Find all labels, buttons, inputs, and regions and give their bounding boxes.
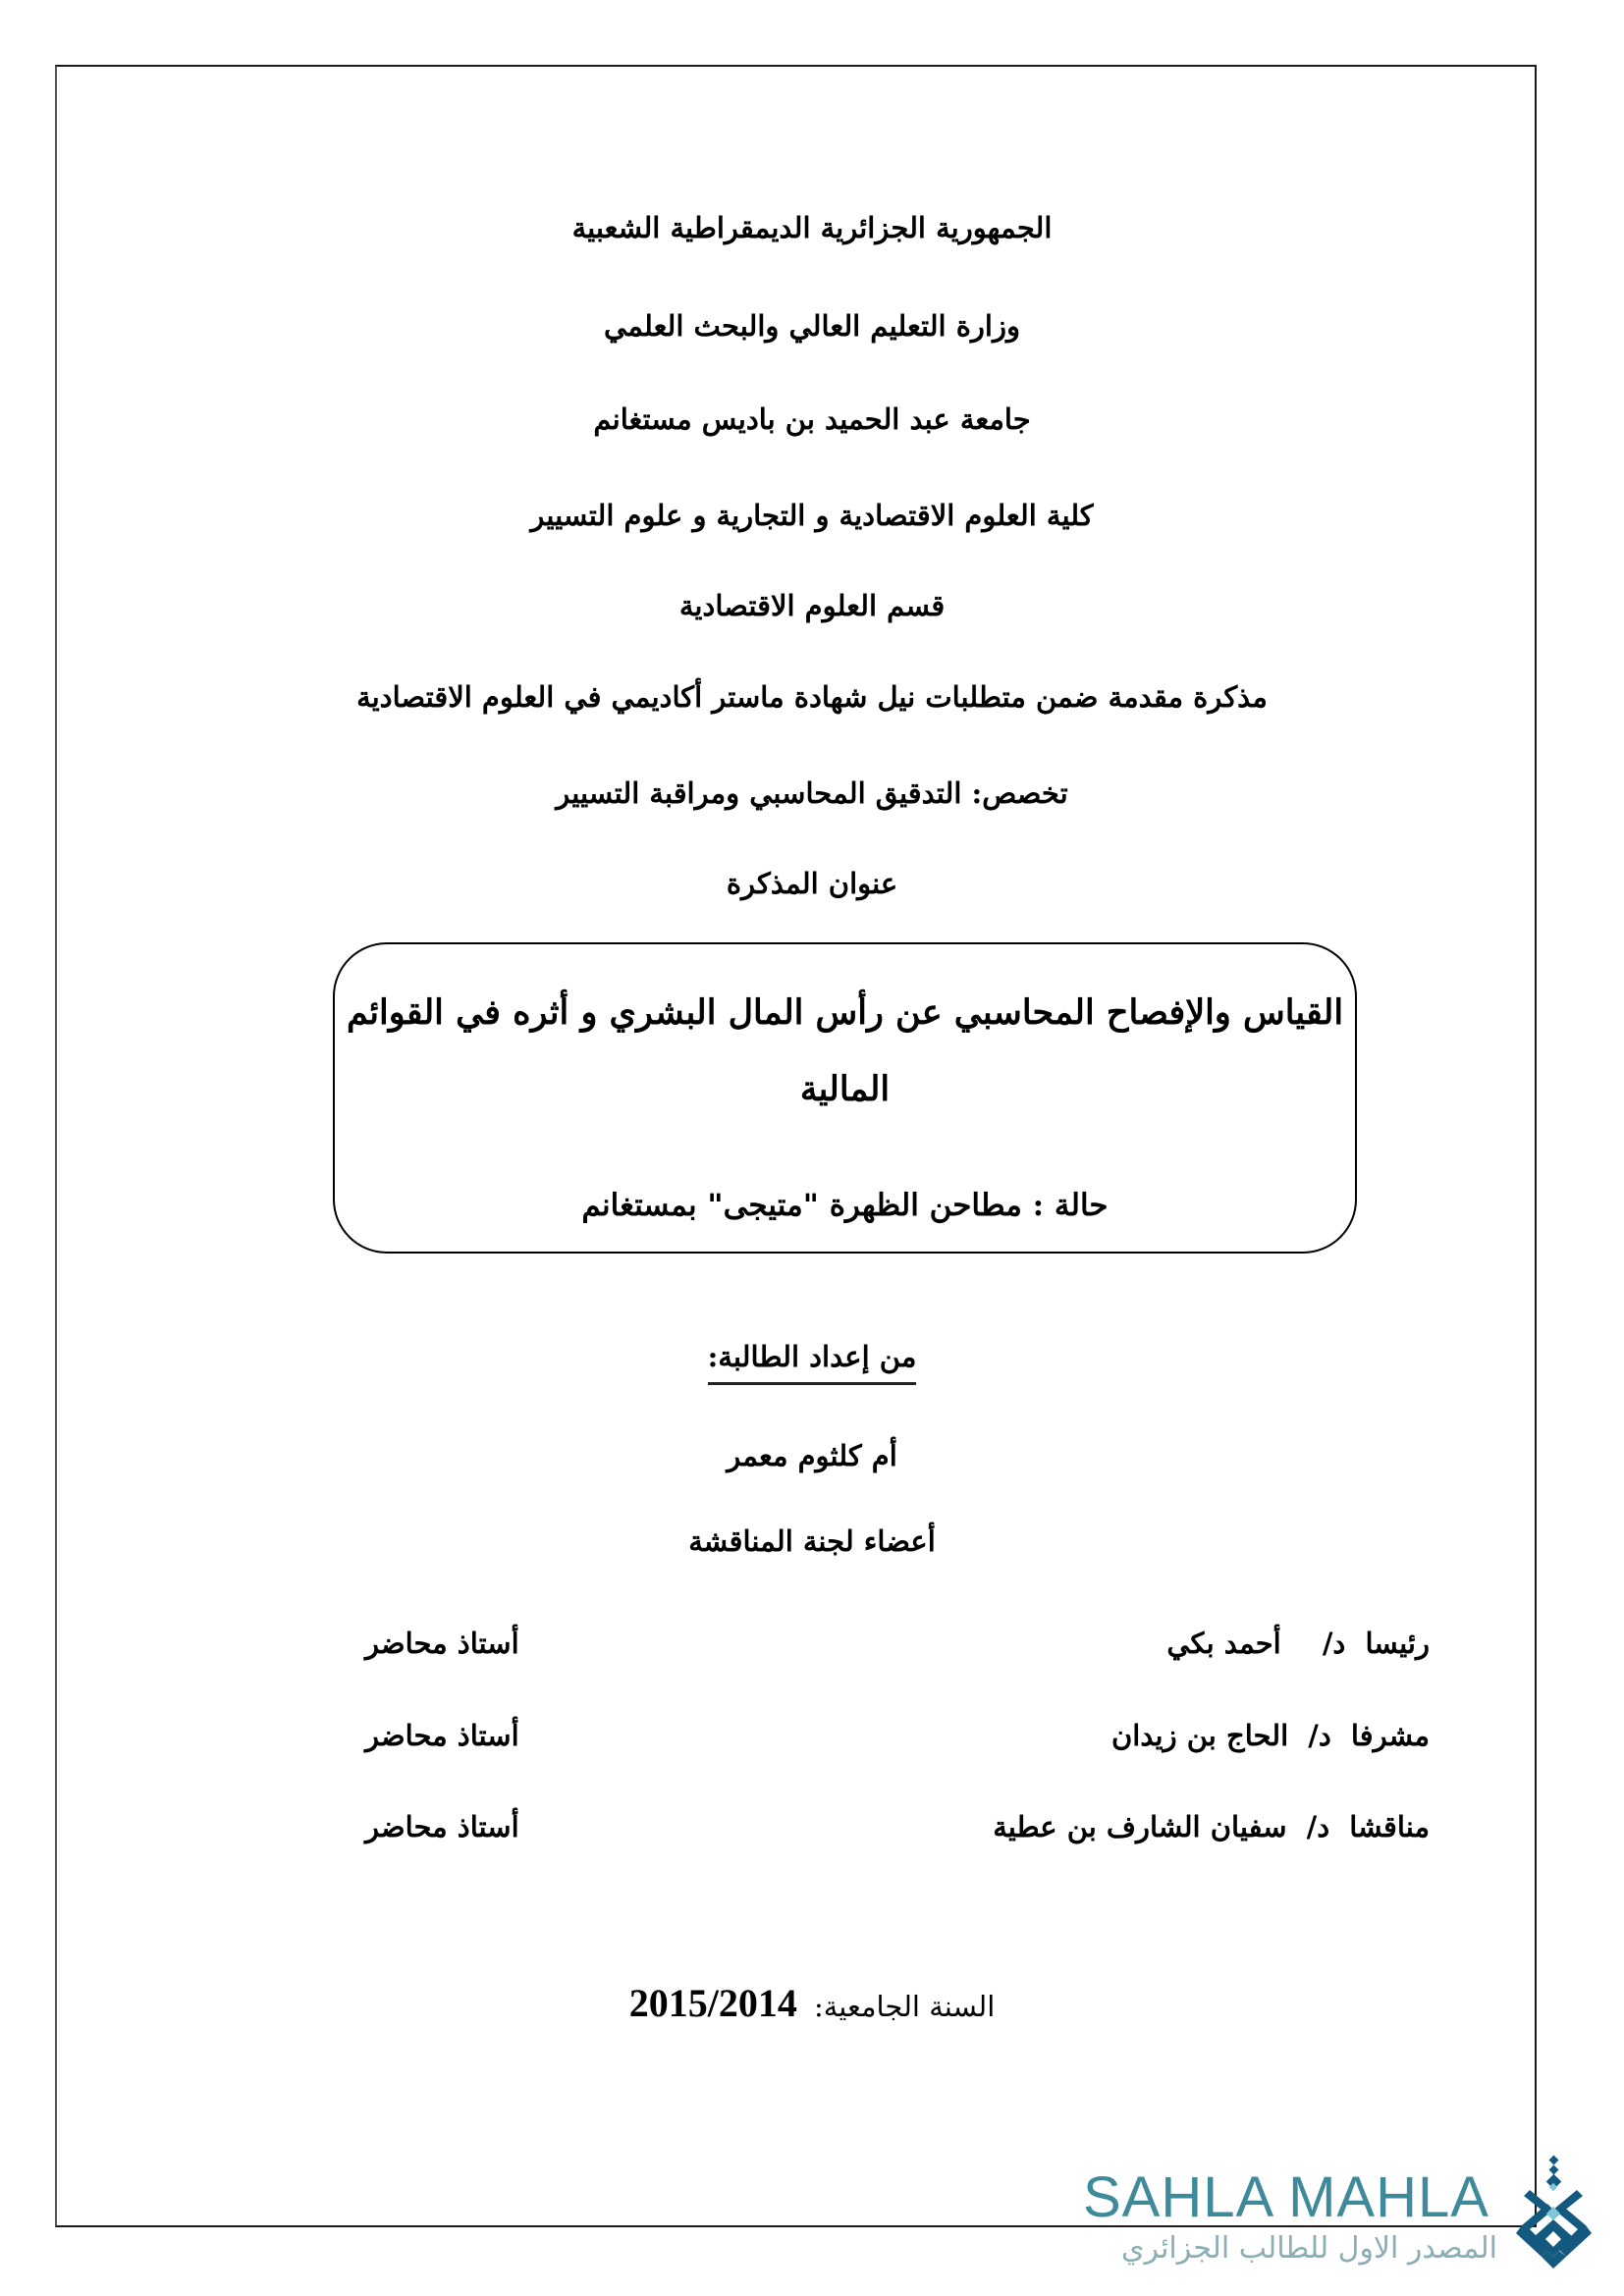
faculty-heading: كلية العلوم الاقتصادية و التجارية و علوم التسيير: [530, 499, 1094, 532]
case-study: حالة : مطاحن الظهرة "متيجى" بمستغانم: [581, 1188, 1109, 1223]
watermark-brand: SAHLA MAHLA: [1083, 2165, 1489, 2229]
member-name: الحاج بن زيدان: [1110, 1719, 1289, 1752]
member-rank: أستاذ محاضر: [365, 1627, 519, 1660]
calligraphy-emblem-icon: [1512, 2155, 1596, 2270]
student-name: أم كلثوم معمر: [727, 1439, 897, 1472]
member-name: أحمد بكي: [1166, 1627, 1281, 1660]
department-heading: قسم العلوم الاقتصادية: [678, 589, 946, 622]
university-heading: جامعة عبد الحميد بن باديس مستغانم: [593, 402, 1031, 436]
student-label: من إعداد الطالبة:: [708, 1337, 917, 1385]
thesis-title-line-2: المالية: [799, 1069, 891, 1109]
member-prefix: د/: [1306, 1810, 1330, 1843]
committee-member-row: [1111, 1716, 1430, 1755]
committee-member-row: [1166, 1624, 1430, 1663]
academic-year: [0, 1979, 1624, 2036]
member-name: سفيان الشارف بن عطية: [993, 1810, 1287, 1843]
specialization: تخصص: التدقيق المحاسبي ومراقبة التسيير: [556, 776, 1068, 810]
academic-year-value: 2015/2014: [628, 1981, 797, 2025]
country-heading: الجمهورية الجزائرية الديمقراطية الشعبية: [571, 211, 1053, 244]
thesis-title-label: عنوان المذكرة: [726, 867, 898, 900]
member-prefix: د/: [1308, 1719, 1331, 1752]
watermark-tagline: المصدر الاول للطالب الجزائري: [1121, 2231, 1497, 2266]
ministry-heading: وزارة التعليم العالي والبحث العلمي: [604, 309, 1020, 343]
committee-member-row: [993, 1807, 1430, 1846]
member-role: مناقشا: [1349, 1810, 1430, 1843]
member-rank: أستاذ محاضر: [365, 1810, 519, 1843]
committee-heading: أعضاء لجنة المناقشة: [688, 1524, 936, 1558]
member-role: مشرفا: [1350, 1719, 1430, 1752]
thesis-title-line-1: القياس والإفصاح المحاسبي عن رأس المال البشري و أثره في القوائم: [346, 992, 1344, 1033]
member-role: رئيسا: [1365, 1627, 1430, 1660]
member-rank: أستاذ محاضر: [365, 1719, 519, 1752]
thesis-note: مذكرة مقدمة ضمن متطلبات نيل شهادة ماستر أكاديمي في العلوم الاقتصادية: [356, 680, 1268, 714]
member-prefix: د/: [1322, 1627, 1346, 1660]
sahla-mahla-watermark: [1075, 2155, 1605, 2272]
academic-year-label: السنة الجامعية:: [813, 1990, 996, 2023]
student-section: [0, 1337, 1624, 1385]
thesis-title-box: [333, 942, 1357, 1254]
